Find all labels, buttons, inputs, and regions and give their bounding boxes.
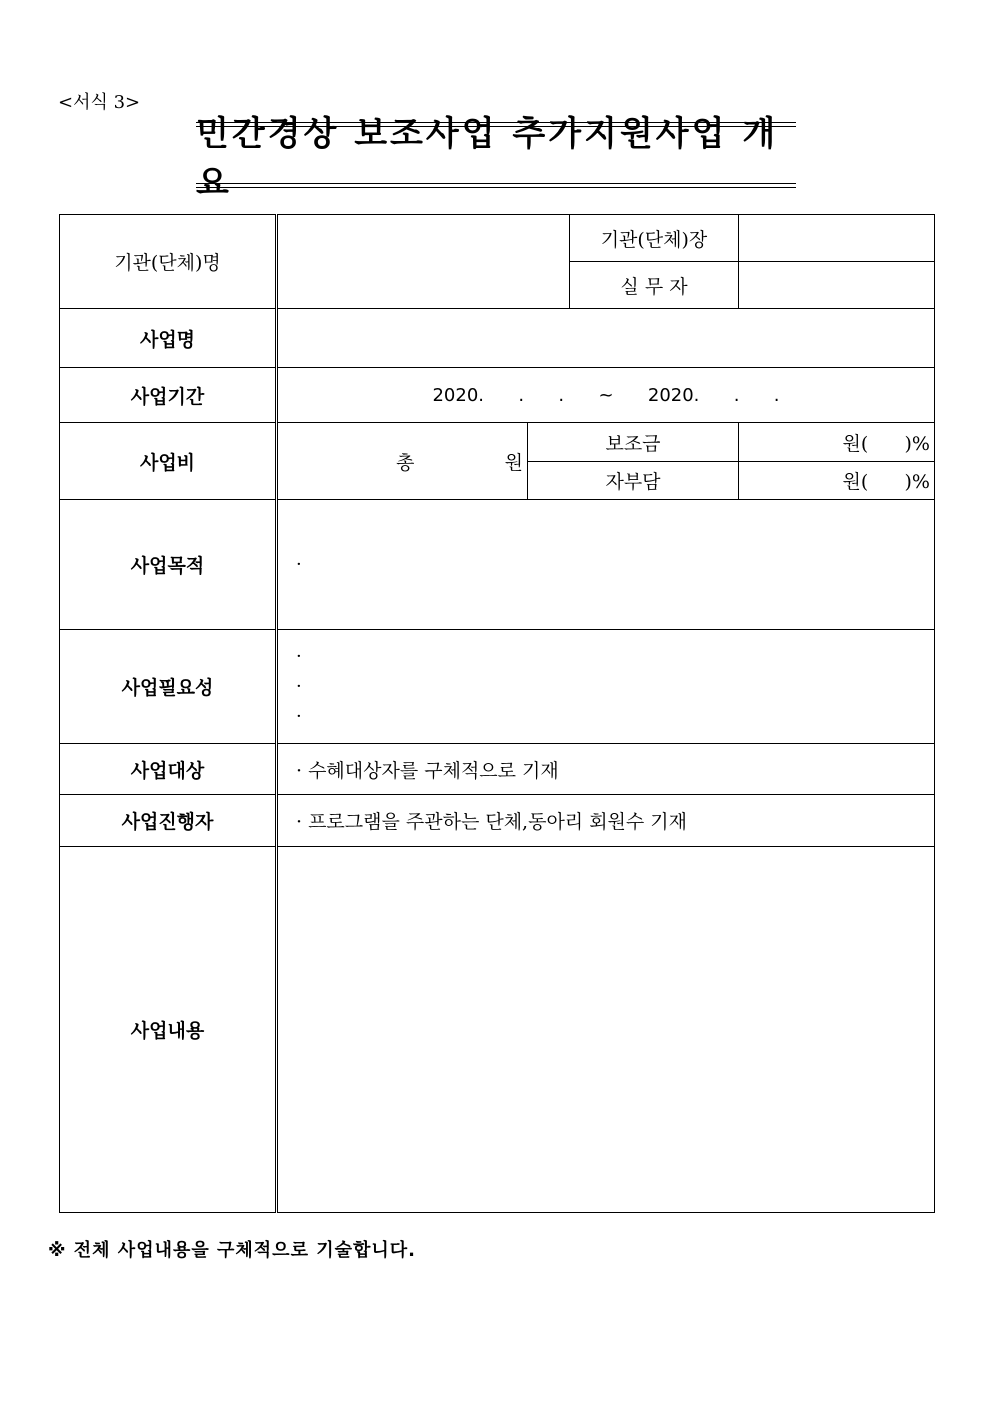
content-label: 사업내용 (60, 847, 277, 1213)
project-name-row (60, 309, 935, 368)
period-label: 사업기간 (60, 368, 277, 423)
purpose-label: 사업목적 (60, 500, 277, 630)
subsidy-field[interactable]: 원( )% (739, 423, 935, 462)
org-head-label: 기관(단체)장 (570, 215, 739, 262)
period-row (60, 368, 935, 423)
budget-row-top (60, 423, 935, 462)
necessity-bullet: · (296, 705, 302, 727)
form-number: <서식 3> (58, 92, 141, 113)
necessity-row (60, 630, 935, 744)
executor-row (60, 795, 935, 847)
org-name-label: 기관(단체)명 (60, 215, 277, 309)
footnote: ※ 전체 사업내용을 구체적으로 기술합니다. (48, 1240, 416, 1261)
page-title: 민간경상 보조사업 추가지원사업 개요 (196, 114, 779, 203)
org-head-field[interactable] (739, 215, 935, 262)
necessity-bullet: · (296, 645, 302, 667)
budget-label: 사업비 (60, 423, 277, 500)
budget-total-unit: 원 (504, 451, 523, 474)
project-name-field[interactable] (277, 309, 935, 368)
self-funding-label: 자부담 (528, 462, 739, 500)
org-row-top (60, 215, 935, 262)
purpose-bullet: · (296, 553, 302, 575)
necessity-label: 사업필요성 (60, 630, 277, 744)
target-field[interactable]: · 수혜대상자를 구체적으로 기재 (277, 744, 935, 795)
necessity-bullet: · (296, 675, 302, 697)
executor-label: 사업진행자 (60, 795, 277, 847)
overview-form-table (59, 214, 935, 1213)
self-funding-field[interactable]: 원( )% (739, 462, 935, 500)
target-row (60, 744, 935, 795)
subsidy-label: 보조금 (528, 423, 739, 462)
budget-total-field[interactable] (277, 423, 528, 500)
staff-label: 실 무 자 (570, 262, 739, 309)
necessity-field[interactable] (277, 630, 935, 744)
period-field[interactable]: 2020. . . ~ 2020. . . (277, 368, 935, 423)
staff-field[interactable] (739, 262, 935, 309)
org-name-field[interactable] (277, 215, 570, 309)
content-row (60, 847, 935, 1213)
executor-field[interactable]: · 프로그램을 주관하는 단체,동아리 회원수 기재 (277, 795, 935, 847)
target-label: 사업대상 (60, 744, 277, 795)
budget-total-prefix: 총 (396, 451, 415, 474)
purpose-row (60, 500, 935, 630)
purpose-field[interactable] (277, 500, 935, 630)
title-box (196, 114, 796, 203)
project-name-label: 사업명 (60, 309, 277, 368)
content-field[interactable] (277, 847, 935, 1213)
